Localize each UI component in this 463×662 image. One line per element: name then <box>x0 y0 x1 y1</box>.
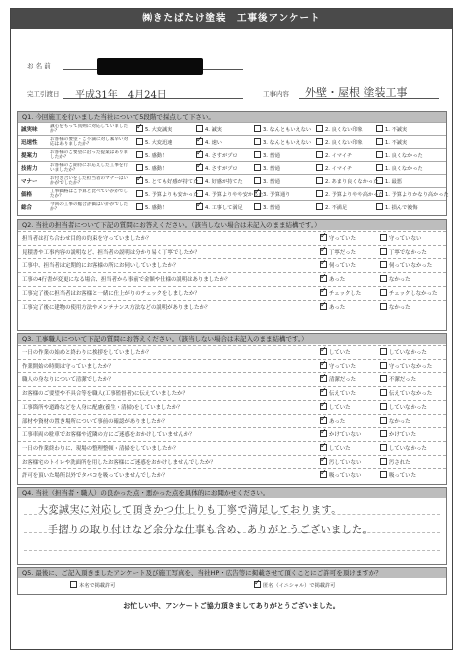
q3-answer-no[interactable] <box>380 362 432 370</box>
checkbox[interactable] <box>376 190 383 197</box>
q1-option-label: 5. 感動！ <box>145 166 168 172</box>
checkbox[interactable] <box>380 430 387 437</box>
q2-answer-yes-label: 伺っていた <box>329 263 356 270</box>
q1-row <box>18 174 446 188</box>
q3-row <box>18 400 446 413</box>
q3-answer-no-label: 守っていなかった <box>389 363 433 370</box>
q1-option-label: 4. 工事して満足 <box>205 205 243 211</box>
q1-option[interactable] <box>136 151 167 159</box>
q1-row-question: お客様のご期待にお応えした工事を行いましたか？ <box>50 163 129 173</box>
q1-option[interactable] <box>316 190 383 198</box>
q1-option-label: 3. 普通 <box>263 205 280 211</box>
q2-answer-yes[interactable] <box>320 303 345 311</box>
q3-answer-yes-label: かけていない <box>329 432 362 439</box>
checkbox[interactable] <box>254 138 261 145</box>
comment-line-2: 手摺りの取り付けなど余分な仕事も含め、ありがとうございました。 <box>48 525 374 536</box>
q1-option[interactable] <box>136 203 167 211</box>
q2-answer-no-label: チェックしなかった <box>389 290 438 297</box>
checkbox[interactable] <box>320 389 327 396</box>
survey-sheet <box>10 8 453 650</box>
q1-option-label: 4. 好感が持てた <box>205 179 243 185</box>
q2-answer-no-label: なかった <box>389 277 411 284</box>
checkbox[interactable] <box>254 164 261 171</box>
q3-answer-yes[interactable] <box>320 362 356 370</box>
q1-option[interactable] <box>316 164 352 172</box>
checkbox[interactable] <box>316 125 323 132</box>
q1-option[interactable] <box>316 203 347 211</box>
q3-answer-yes-label: 伝えていた <box>329 391 356 398</box>
q2-answer-yes-label: あった <box>329 277 346 284</box>
checkbox[interactable] <box>136 203 143 210</box>
q2-question: 担当者は打ち合わせ目的の約束を守っていましたか？ <box>22 236 152 242</box>
q1-option-label: 3. 普通 <box>263 166 280 172</box>
q3-answer-no-label: 伝えていなかった <box>389 391 433 398</box>
q1-option-label: 2. 不満足 <box>325 205 348 211</box>
q3-row <box>18 414 446 427</box>
q1-option[interactable] <box>254 125 311 133</box>
q3-answer-yes-label: 汚していない <box>329 459 362 466</box>
completion-date: 平成31年 4月24日 <box>75 90 167 101</box>
work-label: 工事内容 <box>263 90 289 98</box>
q1-row-question: 誠心をもって真剣に対応していましたか？ <box>50 124 129 134</box>
q1-option[interactable] <box>254 151 280 159</box>
q3-answer-yes[interactable] <box>320 444 351 452</box>
checkbox[interactable] <box>196 138 203 145</box>
q2-row <box>18 245 446 258</box>
checkbox[interactable] <box>376 164 383 171</box>
checkbox[interactable] <box>320 248 327 255</box>
q3-answer-no-label: していなかった <box>389 445 427 452</box>
checkbox[interactable] <box>320 458 327 465</box>
q1-row-label: 提案力 <box>21 153 38 159</box>
checkbox[interactable] <box>320 234 327 241</box>
q3-answer-no-label: 不潔だった <box>389 377 416 384</box>
q1-option-label: 4. 誠実 <box>205 127 222 133</box>
q3-answer-yes-label: していた <box>329 445 351 452</box>
q3-answer-yes[interactable] <box>320 389 356 397</box>
checkbox[interactable] <box>320 375 327 382</box>
q1-row-label: マナー <box>21 179 38 185</box>
q2-answer-yes-label: 丁寧だった <box>329 249 356 256</box>
q1-option-label: 5. とても好感が持てた <box>145 179 199 185</box>
checkbox[interactable] <box>196 164 203 171</box>
q3-row <box>18 455 446 468</box>
checkbox[interactable] <box>254 151 261 158</box>
q1-option-label: 2. あまり良くなかった <box>325 179 379 185</box>
q1-row-question: 工事価格はご予算と比べていかがでしたか？ <box>50 189 129 199</box>
checkbox[interactable] <box>254 177 261 184</box>
ruled-line <box>24 550 440 551</box>
q2-answer-no[interactable] <box>380 303 411 311</box>
q1-row-question: お客様の要望・ご不満に対し素早い対応はありましたか？ <box>50 137 129 147</box>
checkbox[interactable] <box>380 403 387 410</box>
q3-answer-yes-label: 吸っていない <box>329 473 362 480</box>
q1-row-label: 総合 <box>21 205 33 211</box>
checkbox[interactable] <box>254 203 261 210</box>
q1-option-label: 5. 感動！ <box>145 153 168 159</box>
checkbox[interactable] <box>136 151 143 158</box>
q2-answer-yes-label: 守っていた <box>329 236 356 242</box>
q1-option[interactable] <box>136 190 198 198</box>
q1-heading: Q1. 今回施工を行いました当社について5段階で採点して下さい。 <box>18 112 446 122</box>
checkbox[interactable] <box>316 177 323 184</box>
customer-label: お 名 前 <box>27 62 51 70</box>
checkbox[interactable] <box>136 164 143 171</box>
q3-answer-no[interactable] <box>380 430 416 438</box>
q1-option[interactable] <box>136 138 172 146</box>
q5-section <box>17 567 447 595</box>
q2-answer-no[interactable] <box>380 289 437 297</box>
comment-line-1: 大変誠実に対応して頂きかつ仕上りも丁寧で満足しております。 <box>38 505 342 516</box>
q1-option[interactable] <box>254 190 290 198</box>
q3-question: 許可を頂いた場所以外でタバコを吸っていませんでしたか？ <box>22 473 168 480</box>
q2-answer-no[interactable] <box>380 234 421 242</box>
q1-row-label: 迅速性 <box>21 140 38 146</box>
q3-question: お客様のご要望や不具合等を職人(工事監督者)に伝えていましたか？ <box>22 391 188 398</box>
checkbox[interactable] <box>320 261 327 268</box>
q2-row <box>18 272 446 285</box>
checkbox[interactable] <box>380 471 387 478</box>
q3-row <box>18 441 446 454</box>
checkbox[interactable] <box>380 362 387 369</box>
q1-option-label: 5. 大変誠実 <box>145 127 173 133</box>
checkbox[interactable] <box>254 190 261 197</box>
q2-heading: Q2. 当社の担当者について下記の質問にお答えください。（該当しない場合は未記入のまま結構です。） <box>18 220 446 230</box>
q3-answer-yes[interactable] <box>320 471 361 479</box>
q1-option-label: 1. 良くなかった <box>385 166 423 172</box>
q2-answer-no[interactable] <box>380 275 411 283</box>
checkbox[interactable] <box>196 151 203 158</box>
checkbox[interactable] <box>320 362 327 369</box>
q3-row <box>18 345 446 358</box>
q1-row <box>18 135 446 149</box>
q1-option-label: 5. 感動！ <box>145 205 168 211</box>
q2-section <box>17 219 447 331</box>
q2-answer-no-label: 守っていない <box>389 236 422 242</box>
q3-answer-yes-label: 守っていた <box>329 363 356 370</box>
q2-answer-yes-label: あった <box>329 304 346 311</box>
checkbox[interactable] <box>320 417 327 424</box>
checkbox[interactable] <box>316 190 323 197</box>
checkbox[interactable] <box>254 125 261 132</box>
checkbox[interactable] <box>380 375 387 382</box>
checkbox[interactable] <box>196 203 203 210</box>
checkbox[interactable] <box>320 303 327 310</box>
checkbox[interactable] <box>380 303 387 310</box>
q1-row <box>18 122 446 136</box>
q1-section <box>17 111 447 216</box>
q3-answer-yes[interactable] <box>320 417 345 425</box>
q1-option-label: 2. イマイチ <box>325 166 353 172</box>
q1-option-label: 3. 普通 <box>263 153 280 159</box>
q2-answer-yes[interactable] <box>320 289 361 297</box>
checkbox[interactable] <box>316 164 323 171</box>
completion-label: 完工引渡日 <box>27 90 60 98</box>
q1-option[interactable] <box>254 203 280 211</box>
q3-heading: Q3. 工事職人について下記の質問にお答えください。（該当しない場合は未記入のまま結構です。） <box>18 334 446 344</box>
q3-question: 一日の作業終わりに、現場の整理整頓・清掃をしていましたか？ <box>22 445 179 452</box>
q2-answer-no-label: 丁寧でなかった <box>389 249 427 256</box>
q1-option[interactable] <box>196 125 222 133</box>
q3-answer-yes-label: していた <box>329 350 351 356</box>
q3-row <box>18 359 446 372</box>
q3-answer-no-label: 吸っていた <box>389 473 416 480</box>
q1-option[interactable] <box>196 138 222 146</box>
q1-option-label: 1. 予算よりかなり高かった <box>385 192 449 198</box>
permission-real-name[interactable] <box>70 581 115 589</box>
q3-answer-yes[interactable] <box>320 403 351 411</box>
checkbox[interactable] <box>70 581 77 588</box>
q1-option[interactable] <box>196 164 238 172</box>
checkbox[interactable] <box>376 203 383 210</box>
q3-answer-yes[interactable] <box>320 375 356 383</box>
page-title: ㈱きたばたけ塗装 工事後アンケート <box>11 9 452 29</box>
q3-row <box>18 427 446 440</box>
checkbox[interactable] <box>316 203 323 210</box>
checkbox[interactable] <box>136 125 143 132</box>
permission-real-name-label: 本名で掲載許可 <box>79 583 116 589</box>
permission-initials[interactable] <box>254 581 335 589</box>
q1-row <box>18 161 446 175</box>
checkbox[interactable] <box>136 190 143 197</box>
checkbox[interactable] <box>196 177 203 184</box>
checkbox[interactable] <box>320 289 327 296</box>
q3-answer-no-label: なかった <box>389 418 411 425</box>
q1-option-label: 2. イマイチ <box>325 153 353 159</box>
q1-option-label: 1. 不誠実 <box>385 127 408 133</box>
work-value: 外壁・屋根 塗装工事 <box>305 86 408 99</box>
checkbox[interactable] <box>380 444 387 451</box>
q1-option[interactable] <box>196 151 238 159</box>
checkbox[interactable] <box>196 190 203 197</box>
q3-answer-no[interactable] <box>380 375 416 383</box>
checkbox[interactable] <box>320 471 327 478</box>
q3-row <box>18 372 446 385</box>
q1-option-label: 1. 良くなかった <box>385 153 423 159</box>
q1-option-label: 4. 速い <box>205 140 222 146</box>
checkbox[interactable] <box>380 248 387 255</box>
q1-option[interactable] <box>254 177 280 185</box>
q1-option[interactable] <box>316 125 363 133</box>
checkbox[interactable] <box>376 177 383 184</box>
q2-question: 見積書や工事内容の説明など、担当者の説明は分かり易く丁寧でしたか？ <box>22 249 200 256</box>
checkbox[interactable] <box>376 138 383 145</box>
q2-answer-yes[interactable] <box>320 234 356 242</box>
checkbox[interactable] <box>196 125 203 132</box>
checkbox[interactable] <box>320 275 327 282</box>
q2-row <box>18 258 446 271</box>
checkbox-checked[interactable] <box>254 581 261 588</box>
q3-answer-no[interactable] <box>380 458 411 466</box>
q1-option[interactable] <box>136 177 198 185</box>
q3-question: 一日の作業の始めと終わりに挨拶をしていましたか？ <box>22 350 152 356</box>
q3-answer-no[interactable] <box>380 444 427 452</box>
q3-answer-no[interactable] <box>380 389 432 397</box>
checkbox[interactable] <box>320 430 327 437</box>
checkbox[interactable] <box>376 151 383 158</box>
q1-row-question: 今回の工事の総合評価はいかがでしたか？ <box>50 202 129 212</box>
checkbox[interactable] <box>320 444 327 451</box>
q2-question: 工事の4行書が変更になる場合、担当者から事前で金額や仕様の説明はありましたか？ <box>22 277 231 284</box>
q1-row-label: 誠実味 <box>21 127 38 133</box>
q2-question: 工事完了後に担当者はお客様と一緒に仕上がりのチェックをしましたか？ <box>22 290 200 297</box>
q1-option-label: 2. 良くない印象 <box>325 140 363 146</box>
q1-option-label: 2. 良くない印象 <box>325 127 363 133</box>
q1-option-label: 5. 大変迅速 <box>145 140 173 146</box>
checkbox[interactable] <box>320 403 327 410</box>
q3-question: 工事車両の駐車でお客様や近隣の方にご迷惑をおかけしていませんか？ <box>22 432 195 439</box>
q1-option[interactable] <box>376 177 402 185</box>
q2-answer-yes[interactable] <box>320 275 345 283</box>
q3-question: お客様宅のトイレや洗面所を用したお客様にご迷惑をおかけしませんでしたか？ <box>22 459 216 466</box>
q5-heading: Q5. 最後に、ご記入頂きましたアンケート及び施工写真を、当社HP・広告等に掲載させて頂くことにご許可を頂けますか？ <box>18 568 446 578</box>
q2-answer-no-label: なかった <box>389 304 411 311</box>
q3-question: 作業開始の時間は守っていましたか？ <box>22 363 114 370</box>
q3-question: 部材や資材の置き場所について事前の確認がありましたか？ <box>22 418 168 425</box>
checkbox[interactable] <box>380 458 387 465</box>
checkbox[interactable] <box>316 138 323 145</box>
q1-option[interactable] <box>136 125 172 133</box>
q1-option-label: 3. 予算通り <box>263 192 291 198</box>
q1-option[interactable] <box>316 138 363 146</box>
q1-option[interactable] <box>196 203 243 211</box>
q1-option[interactable] <box>316 151 352 159</box>
q3-section <box>17 333 447 485</box>
q2-question: 工事完了後に建物の使用方法やメンテナンス方法などの説明がありましたか？ <box>22 304 211 311</box>
checkbox[interactable] <box>376 125 383 132</box>
q3-answer-no[interactable] <box>380 471 416 479</box>
q3-answer-yes-label: 清潔だった <box>329 377 356 384</box>
q1-option[interactable] <box>376 203 418 211</box>
q1-option-label: 5. 予算よりも安かった <box>145 192 199 198</box>
checkbox[interactable] <box>380 389 387 396</box>
q3-answer-no[interactable] <box>380 417 411 425</box>
checkbox[interactable] <box>320 348 327 355</box>
q1-option[interactable] <box>136 164 167 172</box>
checkbox[interactable] <box>380 417 387 424</box>
q2-row <box>18 300 446 313</box>
q1-option[interactable] <box>316 177 378 185</box>
q2-answer-no-label: 伺っていなかった <box>389 263 433 270</box>
q3-question: 工事箇所や道路などを人身に配慮(養生・清掃)をしていましたか？ <box>22 404 183 411</box>
q1-option[interactable] <box>254 164 280 172</box>
q3-answer-no-label: 汚された <box>389 459 411 466</box>
q1-option-label: 1. 不誠実 <box>385 140 408 146</box>
checkbox[interactable] <box>380 275 387 282</box>
q1-option-label: 1. 損んで後悔 <box>385 205 418 211</box>
checkbox[interactable] <box>136 138 143 145</box>
q1-row <box>18 187 449 201</box>
q1-option[interactable] <box>376 138 407 146</box>
q3-answer-yes[interactable] <box>320 430 361 438</box>
q3-answer-no[interactable] <box>380 348 427 356</box>
checkbox[interactable] <box>380 348 387 355</box>
q1-option[interactable] <box>196 177 243 185</box>
q2-answer-yes-label: チェックした <box>329 290 362 297</box>
q1-option[interactable] <box>376 125 407 133</box>
q3-row <box>18 468 446 481</box>
q2-answer-yes[interactable] <box>320 261 356 269</box>
q3-row <box>18 386 446 399</box>
q2-question: 工事中、担当者は定期的にお客様の所にお伺いしていましたか？ <box>22 263 179 270</box>
q3-answer-yes-label: していた <box>329 404 351 411</box>
q1-option-label: 3. なんともいえない <box>263 140 312 146</box>
q1-row <box>18 148 446 162</box>
q1-option-label: 3. 普通 <box>263 179 280 185</box>
q1-option-label: 3. なんともいえない <box>263 127 312 133</box>
q1-row-question: お付き合いをした担当者のマナーはいかがでしたか？ <box>50 176 129 186</box>
q3-answer-no-label: していなかった <box>389 350 427 356</box>
q2-answer-no[interactable] <box>380 261 432 269</box>
q1-option-label: 2. 予算よりやや高かった <box>325 192 384 198</box>
checkbox[interactable] <box>380 261 387 268</box>
q1-row-label: 価格 <box>21 192 33 198</box>
q3-answer-yes[interactable] <box>320 348 351 356</box>
q2-answer-yes[interactable] <box>320 248 356 256</box>
q1-option[interactable] <box>254 138 311 146</box>
checkbox[interactable] <box>380 289 387 296</box>
q1-option[interactable] <box>376 190 449 198</box>
permission-initials-label: 匿名（イニシャル）で掲載許可 <box>263 583 336 589</box>
q4-heading: Q4. 当社（担当者・職人）の良かった点・悪かった点を具体的にお聞かせください。 <box>18 488 446 498</box>
q2-row <box>18 231 446 244</box>
checkbox[interactable] <box>380 234 387 241</box>
q3-question: 職人の身なりについて清潔でしたか？ <box>22 377 114 384</box>
footer-thanks: お忙しい中、アンケートご協力頂きましてありがとうございました。 <box>123 602 340 610</box>
q1-option-label: 4. さすがプロ <box>205 166 238 172</box>
q1-row-question: お客様のご要望に沿った提案はありましたか？ <box>50 150 129 160</box>
q1-option-label: 4. さすがプロ <box>205 153 238 159</box>
q3-answer-no-label: かけていた <box>389 432 416 439</box>
q3-answer-no-label: していなかった <box>389 404 427 411</box>
q1-option-label: 1. 最悪 <box>385 179 402 185</box>
q1-option[interactable] <box>376 151 423 159</box>
checkbox[interactable] <box>136 177 143 184</box>
q1-option[interactable] <box>376 164 423 172</box>
q1-option-label: 4. 予算よりやや安かった <box>205 192 264 198</box>
q1-row-label: 技術力 <box>21 166 38 172</box>
q1-row <box>18 200 446 214</box>
q3-answer-yes-label: あった <box>329 418 346 425</box>
redacted-name <box>97 58 203 75</box>
q4-section <box>17 487 447 565</box>
q2-row <box>18 286 446 299</box>
q2-answer-no[interactable] <box>380 248 427 256</box>
checkbox[interactable] <box>316 151 323 158</box>
q3-answer-no[interactable] <box>380 403 427 411</box>
q3-answer-yes[interactable] <box>320 458 361 466</box>
